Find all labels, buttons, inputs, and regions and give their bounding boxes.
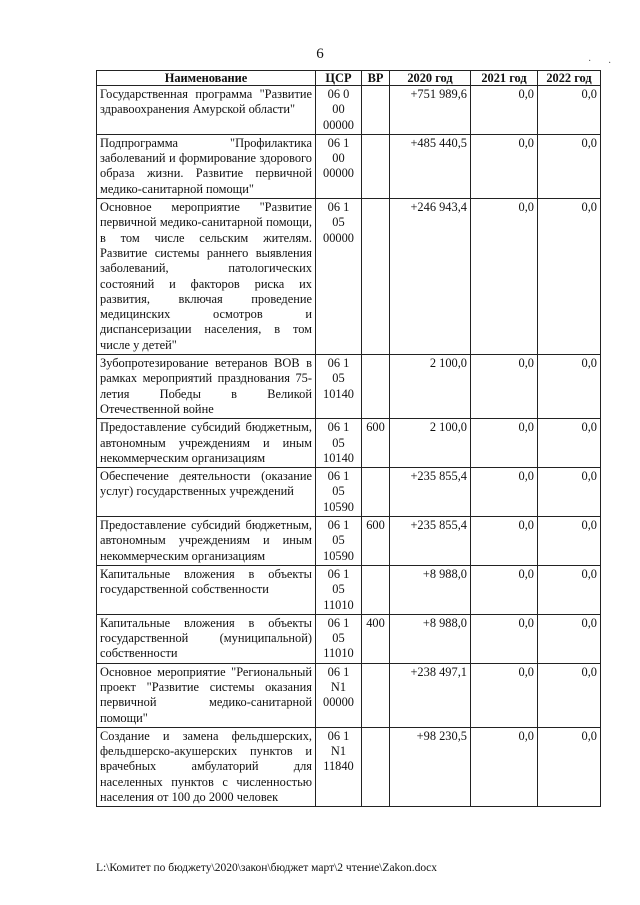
cell-2021: 0,0 [471,517,538,566]
table-row [97,517,601,566]
cell-name: Предоставление субсидий бюджетным, автономным учреждениям и иным некоммерческим организациям [97,419,316,468]
cell-name: Основное мероприятие "Региональный проект "Развитие системы оказания первичной медико-санитарной помощи" [97,663,316,727]
cell-2022: 0,0 [538,565,601,614]
cell-name: Подпрограмма "Профилактика заболеваний и формирование здорового образа жизни. Развитие первичной медико-санитарной помощи" [97,134,316,198]
cell-2020: +98 230,5 [390,727,471,806]
table-row [97,355,601,419]
cell-name: Обеспечение деятельности (оказание услуг) государственных учреждений [97,468,316,517]
cell-name: Основное мероприятие "Развитие первичной медико-санитарной помощи, в том числе сельским жителям. Развитие системы раннего выявления заболеваний, патологических состояний и факторов риска их развития, включая проведение медицинских осмотров и диспансеризации населения, в том числе у детей" [97,199,316,355]
cell-csr: 06 1 05 10590 [316,468,362,517]
cell-csr: 06 1 05 10590 [316,517,362,566]
cell-2020: 2 100,0 [390,355,471,419]
cell-2021: 0,0 [471,565,538,614]
table-row [97,727,601,806]
table-row [97,419,601,468]
column-header-name: Наименование [97,71,316,86]
column-header-2022: 2022 год [538,71,601,86]
cell-2021: 0,0 [471,663,538,727]
cell-vr [362,663,390,727]
scan-speck: · [608,58,612,69]
budget-table [96,70,601,807]
table-row [97,614,601,663]
cell-vr [362,355,390,419]
cell-2022: 0,0 [538,419,601,468]
cell-vr: 400 [362,614,390,663]
cell-csr: 06 1 N1 11840 [316,727,362,806]
scan-speck: · [588,56,592,67]
cell-2021: 0,0 [471,727,538,806]
cell-2020: +235 855,4 [390,517,471,566]
page-number: 6 [316,46,324,62]
cell-2022: 0,0 [538,134,601,198]
column-header-vr: ВР [362,71,390,86]
column-header-csr: ЦСР [316,71,362,86]
cell-name: Зубопротезирование ветеранов ВОВ в рамках мероприятий празднования 75-летия Победы в Великой Отечественной войне [97,355,316,419]
cell-csr: 06 1 00 00000 [316,134,362,198]
cell-name: Создание и замена фельдшерских, фельдшерско-акушерских пунктов и врачебных амбулаторий для населенных пунктов с численностью населения от 100 до 2000 человек [97,727,316,806]
table-row [97,86,601,135]
cell-2022: 0,0 [538,199,601,355]
cell-2020: +485 440,5 [390,134,471,198]
cell-2022: 0,0 [538,86,601,135]
cell-2020: +238 497,1 [390,663,471,727]
cell-csr: 06 1 05 00000 [316,199,362,355]
cell-vr: 600 [362,419,390,468]
cell-2022: 0,0 [538,663,601,727]
cell-vr [362,468,390,517]
cell-name: Государственная программа "Развитие здравоохранения Амурской области" [97,86,316,135]
table-row [97,199,601,355]
cell-name: Капитальные вложения в объекты государственной (муниципальной) собственности [97,614,316,663]
cell-2022: 0,0 [538,517,601,566]
cell-2020: +246 943,4 [390,199,471,355]
cell-csr: 06 1 05 11010 [316,614,362,663]
column-header-2020: 2020 год [390,71,471,86]
cell-2020: 2 100,0 [390,419,471,468]
cell-2022: 0,0 [538,727,601,806]
cell-2021: 0,0 [471,199,538,355]
cell-2021: 0,0 [471,134,538,198]
cell-name: Предоставление субсидий бюджетным, автономным учреждениям и иным некоммерческим организациям [97,517,316,566]
cell-vr [362,565,390,614]
cell-vr: 600 [362,517,390,566]
cell-vr [362,134,390,198]
cell-vr [362,86,390,135]
cell-2020: +8 988,0 [390,614,471,663]
cell-2021: 0,0 [471,468,538,517]
cell-2021: 0,0 [471,86,538,135]
cell-csr: 06 1 05 10140 [316,419,362,468]
cell-2022: 0,0 [538,614,601,663]
cell-2020: +751 989,6 [390,86,471,135]
cell-2021: 0,0 [471,355,538,419]
table-body [97,86,601,807]
cell-2021: 0,0 [471,614,538,663]
table-row [97,663,601,727]
cell-csr: 06 1 N1 00000 [316,663,362,727]
cell-vr [362,199,390,355]
cell-csr: 06 1 05 11010 [316,565,362,614]
cell-csr: 06 1 05 10140 [316,355,362,419]
table-row [97,565,601,614]
cell-2022: 0,0 [538,468,601,517]
table-header-row [97,71,601,86]
file-path-footer: L:\Комитет по бюджету\2020\закон\бюджет март\2 чтение\Zakon.docx [96,862,438,874]
cell-vr [362,727,390,806]
table-row [97,468,601,517]
table-row [97,134,601,198]
cell-name: Капитальные вложения в объекты государственной собственности [97,565,316,614]
cell-2021: 0,0 [471,419,538,468]
cell-2020: +8 988,0 [390,565,471,614]
cell-csr: 06 0 00 00000 [316,86,362,135]
cell-2020: +235 855,4 [390,468,471,517]
column-header-2021: 2021 год [471,71,538,86]
cell-2022: 0,0 [538,355,601,419]
